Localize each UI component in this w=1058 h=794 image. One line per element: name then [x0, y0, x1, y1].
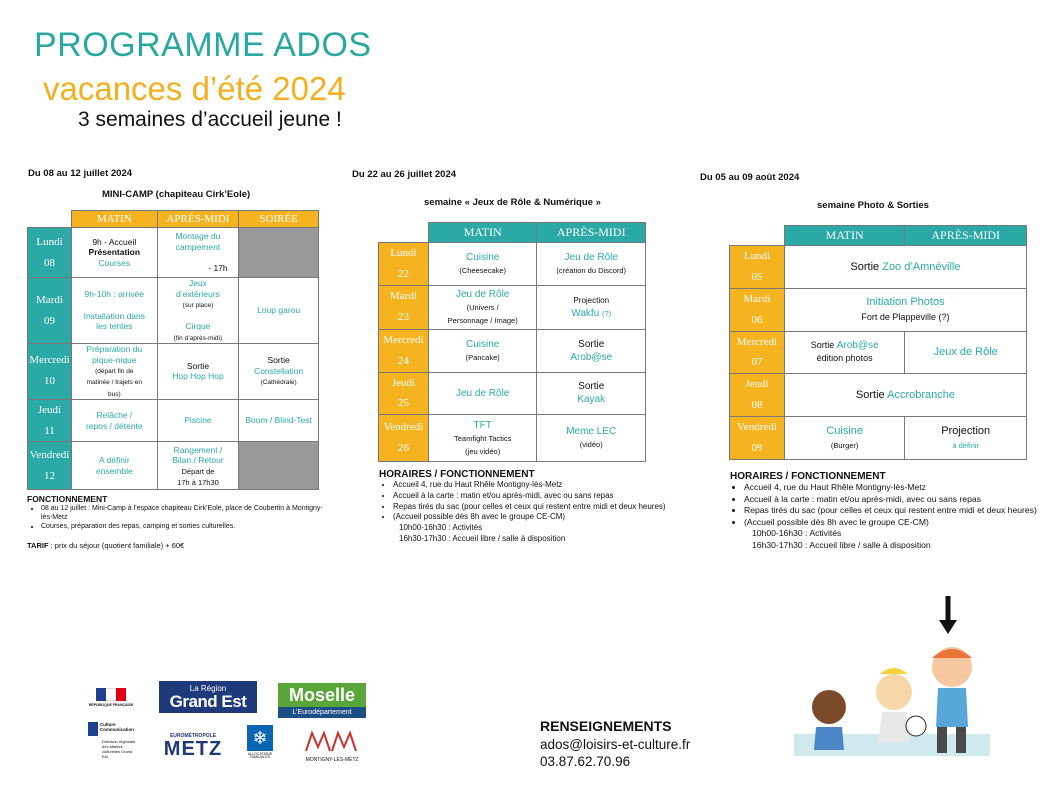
cell-empty: [239, 228, 319, 278]
cell: Initiation Photos Fort de Plappeville (?): [784, 288, 1026, 331]
metz-logo: EUROMÉTROPOLE METZ: [163, 732, 223, 760]
week3-horaires: HORAIRES / FONCTIONNEMENT • Accueil 4, rue du Haut Rhêle Montigny-lès-Metz • Accueil à la carte : matin et/ou après-midi, avec ou sans repas • Repas tirés du sac (pour celles et ceux qui restent entre midi et deux heures) • (Accueil possible dès 8h avec le groupe CE-CM) 10h00-16h30 : Activités 16h30-17h30 : Accueil libre / salle à disposition: [730, 471, 1050, 552]
week3-table: [729, 225, 1027, 460]
cell: Sortie Constellation (Cathédrale): [239, 344, 319, 400]
day-label: Vendredi 26: [379, 415, 429, 462]
cell: Sortie Accrobranche: [784, 374, 1026, 417]
cell: Jeu de Rôle: [428, 372, 537, 415]
cell: Cuisine (Cheesecake): [428, 243, 537, 286]
week2-horaires: HORAIRES / FONCTIONNEMENT • Accueil 4, rue du Haut Rhêle Montigny-lès-Metz • Accueil à la carte : matin et/ou après-midi, avec ou sans repas • Repas tirés du sac (pour celles et ceux qui restent entre midi et deux heures) • (Accueil possible dès 8h avec le groupe CE-CM) 10h00-16h30 : Activités 16h30-17h30 : Accueil libre / salle à disposition: [379, 469, 679, 545]
cell: Sortie Arob@se: [537, 329, 646, 372]
cell: Sortie Kayak: [537, 372, 646, 415]
week1-fonctionnement: FONCTIONNEMENT • 08 au 12 juillet : Mini-Camp à l’espace chapiteau Cirk’Eole, place de Coubertin à Montigny-lès-Metz • Courses, préparation des repas, camping et sorties culturelles. TARIF : prix du séjour (quotient familiale) + 60€: [27, 494, 327, 550]
day-label: Jeudi 25: [379, 372, 429, 415]
col-matin: MATIN: [71, 211, 157, 228]
kid3-hair: [932, 649, 972, 658]
day-label: Vendredi 12: [28, 442, 72, 490]
cell: Jeu de Rôle (création du Discord): [537, 243, 646, 286]
day-label: Mardi 09: [28, 278, 72, 344]
week1-dates: Du 08 au 12 juillet 2024: [28, 168, 133, 179]
cell: Montage du campement - 17h: [157, 228, 239, 278]
grand-est-logo: La Région Grand Est: [159, 681, 257, 713]
cell: 9h-10h : arrivée Installation dans les tentes: [71, 278, 157, 344]
contact-email[interactable]: ados@loisirs-et-culture.fr: [540, 736, 691, 752]
cell: Préparation du pique-nique (départ fin de matinée / trajets en bus): [71, 344, 157, 400]
kid2-head: [876, 674, 912, 710]
day-label: Jeudi 08: [730, 374, 785, 417]
day-label: Lundi 05: [730, 246, 785, 289]
day-label: Lundi 08: [28, 228, 72, 278]
cell: Jeux d’extérieurs (sur place) Cirque (fin d’après-midi): [157, 278, 239, 344]
cell: Sortie Arob@se édition photos: [784, 331, 905, 374]
cell: Jeu de Rôle (Univers / Personnage / Image): [428, 285, 537, 329]
week2-dates: Du 22 au 26 juillet 2024: [352, 169, 457, 180]
cell: Loup garou: [239, 278, 319, 344]
day-label: Mercredi 07: [730, 331, 785, 374]
cell: Projection à définir: [905, 417, 1027, 460]
day-label: Vendredi 09: [730, 417, 785, 460]
cell: Jeux de Rôle: [905, 331, 1027, 374]
day-label: Mercredi 10: [28, 344, 72, 400]
kid2-body: [878, 712, 910, 742]
day-label: Jeudi 11: [28, 399, 72, 442]
snowflake-icon: ❄: [247, 725, 273, 751]
col-apres-midi: APRÈS-MIDI: [905, 226, 1027, 246]
contact-title: RENSEIGNEMENTS: [540, 718, 672, 734]
cell: Sortie Zoo d’Amnéville: [784, 246, 1026, 289]
drac-logo: Culture Communication Direction régionale des affaires culturelles Grand Est: [88, 716, 136, 764]
contact-phone: 03.87.62.70.96: [540, 754, 631, 770]
ball-icon: [906, 716, 926, 736]
week3-dates: Du 05 au 09 août 2024: [700, 172, 800, 183]
cell: Cuisine (Burger): [784, 417, 905, 460]
col-matin: MATIN: [428, 223, 537, 243]
col-soiree: SOIRÉE: [239, 211, 319, 228]
caf-logo: ❄ ALLOCATIONS FAMILIALES: [240, 722, 280, 762]
arrow-head-icon: [939, 620, 957, 634]
cell-empty: [239, 442, 319, 490]
republique-logo: RÉPUBLIQUE FRANÇAISE: [88, 681, 134, 713]
moselle-logo: Moselle L’Eurodépartement: [278, 680, 366, 720]
kid2-hair: [880, 668, 908, 674]
cell: 9h - Accueil Présentation Courses: [71, 228, 157, 278]
kid1-head: [812, 690, 846, 724]
page-title: PROGRAMME ADOS: [34, 26, 372, 64]
col-apres-midi: APRÈS-MIDI: [157, 211, 239, 228]
kid3-leg: [937, 727, 947, 753]
day-label: Mercredi 24: [379, 329, 429, 372]
cell: Projection Wakfu (?): [537, 285, 646, 329]
cell: Boom / Blind-Test: [239, 399, 319, 442]
montigny-mark-icon: [302, 727, 362, 755]
page-subtitle: vacances d’été 2024: [43, 70, 346, 107]
cell: TFT Teamfight Tactics (jeu vidéo): [428, 415, 537, 462]
week3-title: semaine Photo & Sorties: [817, 200, 929, 211]
cell: Relâche / repos / détente: [71, 399, 157, 442]
montigny-logo: MONTIGNY-LÈS-METZ: [296, 722, 368, 768]
day-label: Mardi 23: [379, 285, 429, 329]
day-label: Mardi 06: [730, 288, 785, 331]
kid1-body: [814, 727, 844, 750]
col-apres-midi: APRÈS-MIDI: [537, 223, 646, 243]
week2-table: [378, 222, 646, 462]
kid3-leg: [956, 727, 966, 753]
cell: Sortie Hop Hop Hop: [157, 344, 239, 400]
col-matin: MATIN: [784, 226, 905, 246]
cell: Meme LEC (vidéo): [537, 415, 646, 462]
week2-title: semaine « Jeux de Rôle & Numérique »: [424, 197, 601, 208]
kid3-body: [936, 688, 968, 727]
page-tagline: 3 semaines d’accueil jeune !: [78, 108, 342, 131]
cell: Rangement / Bilan / Retour Départ de 17h à 17h30: [157, 442, 239, 490]
week1-table: [27, 210, 319, 490]
cell: A définir ensemble: [71, 442, 157, 490]
week1-title: MINI-CAMP (chapiteau Cirk’Eole): [102, 189, 251, 200]
day-label: Lundi 22: [379, 243, 429, 286]
cell: Piscine: [157, 399, 239, 442]
cell: Cuisine (Pancake): [428, 329, 537, 372]
contact-block: [540, 717, 690, 771]
kids-illustration: [794, 592, 990, 764]
